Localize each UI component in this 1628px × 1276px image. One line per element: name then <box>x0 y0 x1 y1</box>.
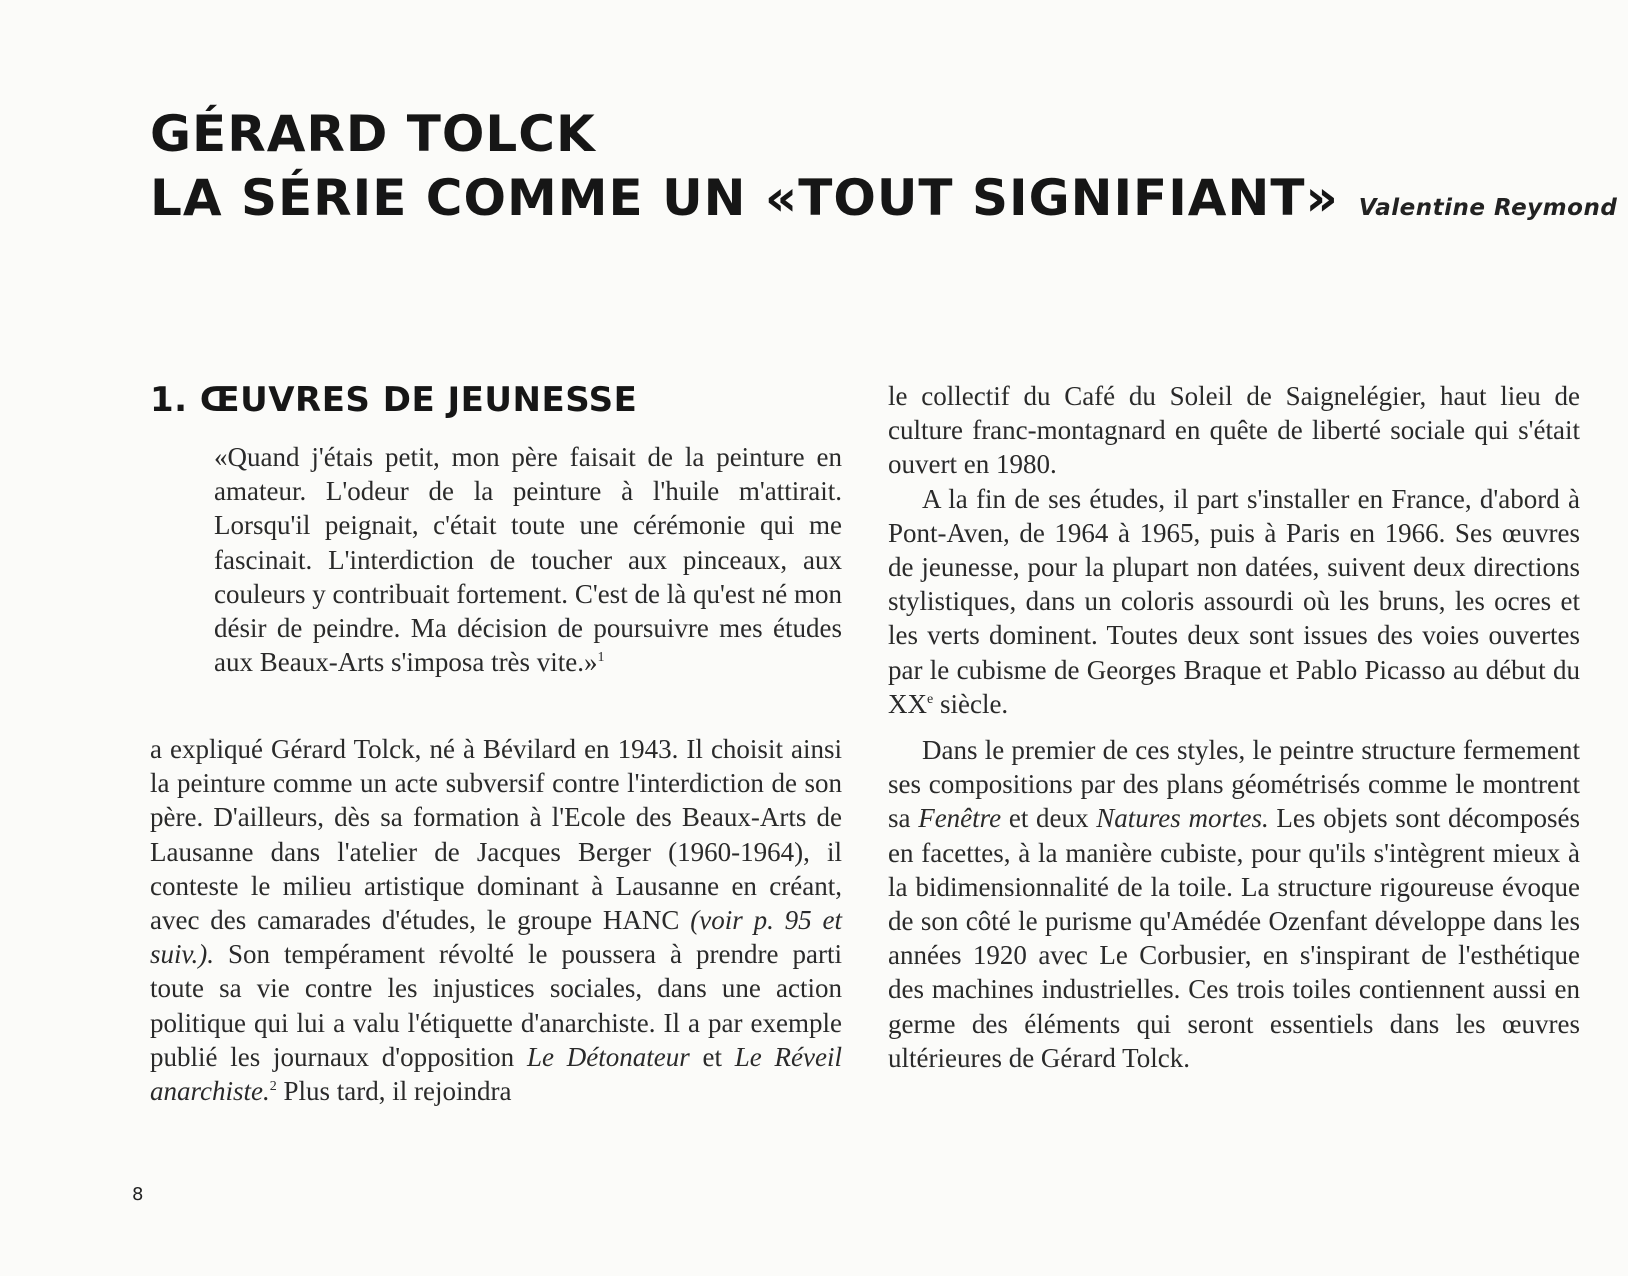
footnote-ref-2: 2 <box>269 1079 277 1095</box>
page-title <box>150 102 1618 240</box>
page-number: 8 <box>132 1184 144 1205</box>
right-p2-text: A la fin de ses études, il part s'installer en France, d'abord à Pont-Aven, de 1964 à 1965, puis à Paris en 1966. Ses œuvres de jeunesse, pour la plupart non datées, suivent deux directions stylistiques, dans un coloris assourdi où les bruns, les ocres et les verts dominent. Toutes deux sont issues des voies ouvertes par le cubisme de Georges Braque et Pablo Picasso au début du XX <box>888 483 1580 719</box>
journal-title-2: Le Réveil anarchiste. <box>150 1041 842 1107</box>
century-superscript: e <box>927 691 934 707</box>
cross-reference: (voir p. 95 et suiv.). <box>150 905 842 970</box>
right-p3-text-b: et deux <box>1001 803 1097 834</box>
section-heading: 1. ŒUVRES DE JEUNESSE <box>150 380 638 420</box>
footnote-ref-1: 1 <box>597 650 605 666</box>
artwork-title-fenetre: Fenêtre <box>918 803 1002 834</box>
right-p2-end: siècle. <box>933 688 1009 719</box>
right-column <box>888 379 1580 1075</box>
left-part-2: Son tempérament révolté le poussera à prendre parti toute sa vie contre les injustices sociales, dans une action politique qui lui a valu l'étiquette d'anarchiste. Il a par exemple publié les journaux d'opposition <box>150 939 842 1072</box>
right-paragraph-3 <box>888 733 1580 1075</box>
right-paragraph-1: le collectif du Café du Soleil de Saignelégier, haut lieu de culture franc-montagnard en quête de liberté sociale qui s'était ouvert en 1980. <box>888 381 1580 480</box>
title-line-2 <box>150 166 1618 240</box>
right-paragraph-2 <box>888 482 1580 721</box>
left-part-3: Plus tard, il rejoindra <box>276 1076 512 1107</box>
title-line-2-text: LA SÉRIE COMME UN «TOUT SIGNIFIANT» <box>150 169 1339 227</box>
title-line-1: GÉRARD TOLCK <box>150 105 596 163</box>
author-name: Valentine Reymond <box>1358 195 1618 221</box>
left-and: et <box>689 1041 735 1072</box>
quote-text: «Quand j'étais petit, mon père faisait de la peinture en amateur. L'odeur de la peinture à l'huile m'attirait. Lorsqu'il peignait, c'était toute une cérémonie qui me fascinait. L'interdiction de toucher aux pinceaux, aux couleurs y contribuait fortement. C'est de là qu'est né mon désir de peindre. Ma décision de poursuivre mes études aux Beaux-Arts s'imposa très vite.» <box>214 442 842 678</box>
artwork-title-natures-mortes: Natures mortes. <box>1096 803 1269 834</box>
right-p3-text-a: Dans le premier de ces styles, le peintre structure fermement ses compositions par des plans géométrisés comme le montrent sa <box>888 735 1580 834</box>
left-column-text <box>150 732 842 1108</box>
journal-title-1: Le Détonateur <box>526 1041 690 1072</box>
left-part-1: a expliqué Gérard Tolck, né à Bévilard en 1943. Il choisit ainsi la peinture comme un acte subversif contre l'interdiction de son père. D'ailleurs, dès sa formation à l'Ecole des Beaux-Arts de Lausanne dans l'atelier de Jacques Berger (1960-1964), il conteste le milieu artistique dominant à Lausanne en créant, avec des camarades d'études, le groupe HANC <box>150 734 842 936</box>
quote-block <box>214 440 842 679</box>
right-p3-text-c: Les objets sont décomposés en facettes, à la manière cubiste, pour qu'ils s'intègrent mieux à la bidimensionnalité de la toile. La structure rigoureuse évoque de son côté le purisme qu'Amédée Ozenfant développe dans les années 1920 avec Le Corbusier, en s'inspirant de l'esthétique des machines industrielles. Ces trois toiles contiennent aussi en germe des éléments qui seront essentiels dans les œuvres ultérieures de Gérard Tolck. <box>888 803 1580 1073</box>
